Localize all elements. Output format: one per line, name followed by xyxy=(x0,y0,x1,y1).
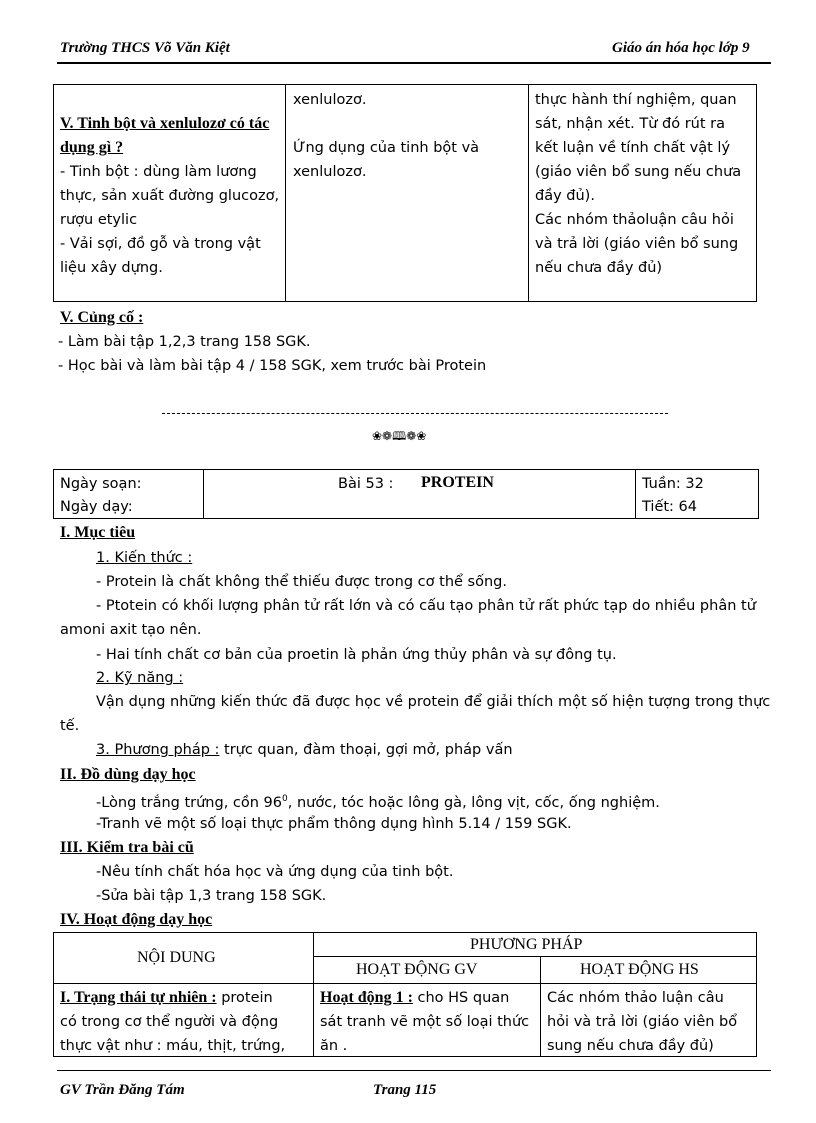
kienthuc-title: 1. Kiến thức : xyxy=(96,550,193,566)
lesson-number: Bài 53 : xyxy=(338,476,394,492)
phuongphap-header: PHƯƠNG PHÁP xyxy=(470,936,583,953)
table1-col3-line: thực hành thí nghiệm, quan xyxy=(535,92,737,108)
table1-col1-line: - Vải sợi, đồ gỗ và trong vật xyxy=(60,236,261,252)
kienthuc-line: - Ptotein có khối lượng phân tử rất lớn và có cấu tạo phân tử rất phức tạp do nhiều phân tử xyxy=(96,598,756,614)
table1-col1-line: thực, sản xuất đường glucozơ, xyxy=(60,188,280,204)
cungco-line: - Làm bài tập 1,2,3 trang 158 SGK. xyxy=(58,334,311,350)
kienthuc-line: - Protein là chất không thể thiếu được trong cơ thể sống. xyxy=(96,574,507,590)
table2-col2 xyxy=(320,986,538,1058)
hoatdong-gv-header: HOẠT ĐỘNG GV xyxy=(356,961,478,978)
header-school: Trường THCS Võ Văn Kiệt xyxy=(60,40,230,56)
table1-col3-line: kết luận về tính chất vật lý xyxy=(535,140,731,156)
kiemtra-line: -Sửa bài tập 1,3 trang 158 SGK. xyxy=(96,888,327,904)
kynang-title: 2. Kỹ năng : xyxy=(96,670,184,686)
tuan-label: Tuần: 32 xyxy=(642,476,704,492)
kynang-line: Vận dụng những kiến thức đã được học về protein để giải thích một số hiện tượng trong thực xyxy=(96,694,771,710)
table1-col2-line: Ứng dụng của tinh bột và xyxy=(293,140,480,156)
table2-col3 xyxy=(547,986,755,1058)
kynang-line: tế. xyxy=(60,718,80,734)
table2-col2-line: sát tranh vẽ một số loại thức xyxy=(320,1014,530,1030)
cungco-title: V. Củng cố : xyxy=(60,309,144,326)
phuongphap-title: 3. Phương pháp : xyxy=(96,742,220,758)
tiet-label: Tiết: 64 xyxy=(642,499,697,515)
footer-rule xyxy=(57,1070,771,1071)
ornament-divider: ❀❁🕮❁❀ xyxy=(372,429,427,443)
table1-col3-line: Các nhóm thảoluận câu hỏi xyxy=(535,212,734,228)
header-title: Giáo án hóa học lớp 9 xyxy=(612,40,750,56)
table1-col1-line: rượu etylic xyxy=(60,212,138,228)
table2-col1-line: I. Trạng thái tự nhiên : protein xyxy=(60,989,273,1006)
table1-col1 xyxy=(60,112,282,280)
muctieu-title: I. Mục tiêu xyxy=(60,524,136,541)
table2-col2-line: Hoạt động 1 : cho HS quan xyxy=(320,989,510,1006)
ngay-soan-label: Ngày soạn: xyxy=(60,476,142,492)
table1-col2-line xyxy=(293,112,523,136)
footer-teacher: GV Trần Đăng Tám xyxy=(60,1082,185,1098)
lesson-name: PROTEIN xyxy=(421,474,494,491)
hoatdong-hs-header: HOẠT ĐỘNG HS xyxy=(580,961,699,978)
phuongphap-line xyxy=(96,738,513,762)
table1-col2-line: xenlulozơ. xyxy=(293,164,367,180)
kiemtra-title: III. Kiểm tra bài cũ xyxy=(60,839,194,856)
phuongphap-text: trực quan, đàm thoại, gợi mở, pháp vấn xyxy=(219,742,513,758)
hoatdong-title: IV. Hoạt động dạy học xyxy=(60,911,213,928)
table2-col2-line: ăn . xyxy=(320,1038,348,1054)
kienthuc-line: amoni axit tạo nên. xyxy=(60,622,202,638)
table1-col2-line: xenlulozơ. xyxy=(293,92,367,108)
table1-col3-line: đầy đủ). xyxy=(535,188,595,204)
dodung-line: -Tranh vẽ một số loại thực phẩm thông dụng hình 5.14 / 159 SGK. xyxy=(96,816,572,832)
table2-col1 xyxy=(60,986,310,1058)
table1-col1-line: liệu xây dựng. xyxy=(60,260,163,276)
table1-col3-line: sát, nhận xét. Từ đó rút ra xyxy=(535,116,726,132)
footer-page: Trang 115 xyxy=(373,1082,437,1098)
table2-col3-line: hỏi và trả lời (giáo viên bổ xyxy=(547,1014,738,1030)
header-rule xyxy=(57,62,771,64)
table1-col3-line: (giáo viên bổ sung nếu chưa xyxy=(535,164,742,180)
table1-col3 xyxy=(535,88,755,280)
kienthuc-line: - Hai tính chất cơ bản của proetin là phản ứng thủy phân và sự đông tụ. xyxy=(96,647,617,663)
noidung-header: NỘI DUNG xyxy=(137,949,216,966)
ngay-day-label: Ngày dạy: xyxy=(60,499,133,515)
table2-col1-line: thực vật như : máu, thịt, trứng, xyxy=(60,1038,286,1054)
cungco-line: - Học bài và làm bài tập 4 / 158 SGK, xem trước bài Protein xyxy=(58,358,487,374)
separator-line xyxy=(162,413,668,414)
dodung-title: II. Đồ dùng dạy học xyxy=(60,766,196,783)
kiemtra-line: -Nêu tính chất hóa học và ứng dụng của tinh bột. xyxy=(96,864,454,880)
table1-col2 xyxy=(293,88,523,184)
table2-col3-line: Các nhóm thảo luận câu xyxy=(547,990,724,1006)
table1-col3-line: nếu chưa đầy đủ) xyxy=(535,260,663,276)
dodung-line: -Lòng trắng trứng, cồn $96^0$, nước, tóc hoặc lông gà, lông vịt, cốc, ống nghiệm. xyxy=(96,794,660,811)
table1-col1-heading: V. Tinh bột và xenlulozơ có tác dụng gì ? xyxy=(60,115,270,156)
table2-col1-line: có trong cơ thể người và động xyxy=(60,1014,279,1030)
table1-col3-line: và trả lời (giáo viên bổ sung xyxy=(535,236,739,252)
table2-col3-line: sung nếu chưa đầy đủ) xyxy=(547,1038,714,1054)
table1-col1-line: - Tinh bột : dùng làm lương xyxy=(60,164,257,180)
